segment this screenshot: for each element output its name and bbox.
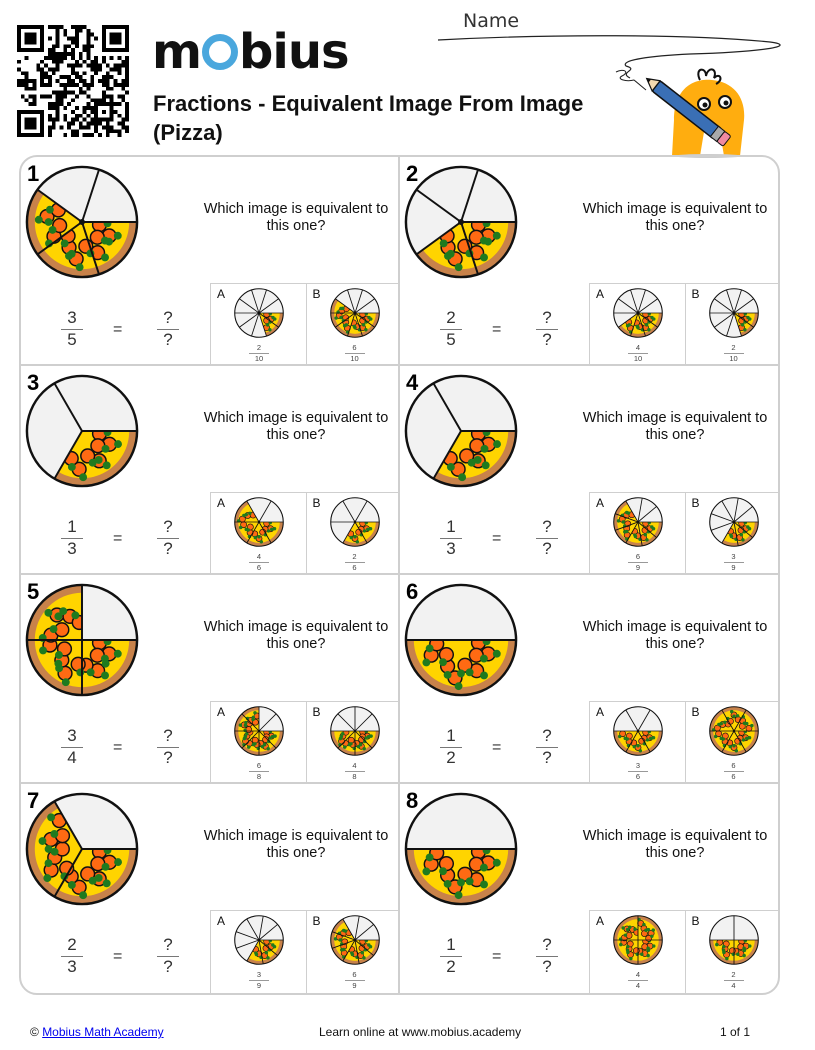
option-letter: A: [217, 287, 226, 301]
option-letter: B: [312, 705, 321, 719]
question-prompt: Which image is equivalent to this one?: [203, 410, 389, 443]
main-pizza-icon: [402, 581, 520, 699]
given-numerator: 1: [67, 517, 77, 536]
question-card-3: [21, 366, 400, 575]
question-prompt: Which image is equivalent to this one?: [203, 619, 389, 652]
option-a[interactable]: [211, 702, 306, 784]
given-denominator: 3: [67, 539, 77, 558]
answer-options: [589, 283, 779, 366]
option-pizza-icon: [233, 914, 285, 966]
option-fraction: 6 6: [724, 762, 744, 781]
answer-numerator[interactable]: ?: [163, 935, 173, 954]
question-grid: [21, 157, 778, 993]
option-pizza-icon: [612, 496, 664, 548]
option-pizza-icon: [708, 705, 760, 757]
option-fraction: 6 9: [345, 971, 365, 990]
main-pizza-icon: [23, 163, 141, 281]
given-numerator: 2: [67, 935, 77, 954]
given-numerator: 1: [446, 935, 456, 954]
option-letter: A: [596, 705, 605, 719]
option-pizza-icon: [708, 287, 760, 339]
qr-code: [17, 25, 129, 137]
option-letter: A: [596, 914, 605, 928]
option-fraction: 6 8: [249, 762, 269, 781]
answer-numerator[interactable]: ?: [163, 726, 173, 745]
option-letter: A: [217, 705, 226, 719]
option-b[interactable]: [306, 493, 401, 575]
answer-options: [589, 701, 779, 784]
option-fraction: 2 4: [724, 971, 744, 990]
option-fraction: 2 10: [249, 344, 269, 363]
option-pizza-icon: [708, 496, 760, 548]
given-denominator: 4: [67, 748, 77, 767]
option-fraction: 6 9: [628, 553, 648, 572]
question-card-2: [400, 157, 780, 366]
name-label: Name: [463, 10, 520, 32]
question-card-1: [21, 157, 400, 366]
answer-options: [210, 910, 400, 993]
question-prompt: Which image is equivalent to this one?: [582, 201, 768, 234]
question-prompt: Which image is equivalent to this one?: [203, 828, 389, 861]
option-pizza-icon: [233, 287, 285, 339]
answer-options: [210, 701, 400, 784]
answer-denominator[interactable]: ?: [163, 748, 173, 767]
option-pizza-icon: [233, 705, 285, 757]
option-a[interactable]: [211, 493, 306, 575]
answer-options: [589, 492, 779, 575]
answer-numerator[interactable]: ?: [542, 935, 552, 954]
question-number: 1: [27, 161, 40, 186]
option-a[interactable]: [590, 911, 685, 993]
answer-numerator[interactable]: ?: [542, 726, 552, 745]
equals-sign: =: [113, 739, 123, 756]
answer-fraction[interactable]: [157, 727, 179, 767]
option-letter: B: [312, 914, 321, 928]
question-number: 4: [406, 370, 419, 395]
given-denominator: 2: [446, 748, 456, 767]
option-pizza-icon: [708, 914, 760, 966]
option-pizza-icon: [329, 705, 381, 757]
mobius-logo: m bius: [152, 24, 349, 80]
equals-sign: =: [492, 321, 502, 338]
main-pizza-icon: [23, 372, 141, 490]
answer-denominator[interactable]: ?: [163, 330, 173, 349]
question-card-7: [21, 784, 400, 993]
main-pizza-icon: [402, 372, 520, 490]
option-fraction: 4 8: [345, 762, 365, 781]
option-fraction: 6 10: [345, 344, 365, 363]
question-number: 8: [406, 788, 419, 813]
option-letter: B: [691, 705, 700, 719]
option-letter: B: [691, 914, 700, 928]
answer-fraction[interactable]: [536, 309, 558, 349]
given-numerator: 1: [446, 517, 456, 536]
question-number: 5: [27, 579, 40, 604]
option-b[interactable]: [685, 284, 780, 366]
answer-fraction[interactable]: [157, 309, 179, 349]
question-prompt: Which image is equivalent to this one?: [582, 828, 768, 861]
worksheet: [19, 155, 780, 995]
question-card-8: [400, 784, 780, 993]
answer-options: [210, 492, 400, 575]
mobius-academy-link[interactable]: Mobius Math Academy: [42, 1025, 164, 1039]
option-pizza-icon: [612, 287, 664, 339]
equals-sign: =: [492, 530, 502, 547]
question-number: 6: [406, 579, 419, 604]
given-numerator: 3: [67, 726, 77, 745]
option-letter: A: [596, 287, 605, 301]
answer-numerator[interactable]: ?: [163, 517, 173, 536]
option-fraction: 3 9: [724, 553, 744, 572]
question-number: 3: [27, 370, 40, 395]
given-fraction: [61, 727, 83, 767]
main-pizza-icon: [402, 790, 520, 908]
given-fraction: [61, 936, 83, 976]
option-a[interactable]: [590, 284, 685, 366]
option-fraction: 3 6: [628, 762, 648, 781]
page-number: 1 of 1: [720, 1025, 751, 1039]
equals-sign: =: [492, 948, 502, 965]
option-letter: A: [596, 496, 605, 510]
option-letter: B: [691, 287, 700, 301]
option-pizza-icon: [612, 705, 664, 757]
option-letter: A: [217, 496, 226, 510]
question-prompt: Which image is equivalent to this one?: [203, 201, 389, 234]
option-fraction: 4 6: [249, 553, 269, 572]
option-letter: A: [217, 914, 226, 928]
given-numerator: 1: [446, 726, 456, 745]
option-fraction: 2 10: [724, 344, 744, 363]
option-b[interactable]: [306, 911, 401, 993]
main-pizza-icon: [23, 581, 141, 699]
answer-denominator[interactable]: ?: [542, 330, 552, 349]
footer-copyright: [30, 1025, 164, 1039]
question-card-5: [21, 575, 400, 784]
option-fraction: 2 6: [345, 553, 365, 572]
given-fraction: [440, 727, 462, 767]
option-pizza-icon: [233, 496, 285, 548]
mascot-with-pencil-icon: [612, 58, 747, 158]
given-denominator: 3: [446, 539, 456, 558]
question-card-6: [400, 575, 780, 784]
answer-denominator[interactable]: ?: [163, 539, 173, 558]
main-pizza-icon: [23, 790, 141, 908]
option-b[interactable]: [306, 702, 401, 784]
option-fraction: 4 10: [628, 344, 648, 363]
answer-fraction[interactable]: [157, 518, 179, 558]
option-letter: B: [691, 496, 700, 510]
option-a[interactable]: [211, 911, 306, 993]
answer-numerator[interactable]: ?: [163, 308, 173, 327]
option-pizza-icon: [329, 496, 381, 548]
question-number: 2: [406, 161, 419, 186]
logo-o-icon: [202, 34, 238, 70]
given-fraction: [440, 518, 462, 558]
given-denominator: 3: [67, 957, 77, 976]
option-b[interactable]: [685, 911, 780, 993]
copyright-symbol: ©: [30, 1025, 39, 1039]
question-prompt: Which image is equivalent to this one?: [582, 410, 768, 443]
answer-fraction[interactable]: [536, 727, 558, 767]
question-card-4: [400, 366, 780, 575]
answer-fraction[interactable]: [157, 936, 179, 976]
option-b[interactable]: [306, 284, 401, 366]
option-pizza-icon: [612, 914, 664, 966]
given-numerator: 3: [67, 308, 77, 327]
answer-fraction[interactable]: [536, 936, 558, 976]
given-fraction: [61, 518, 83, 558]
answer-numerator[interactable]: ?: [542, 517, 552, 536]
option-a[interactable]: [590, 702, 685, 784]
given-denominator: 5: [446, 330, 456, 349]
option-fraction: 4 4: [628, 971, 648, 990]
equals-sign: =: [113, 321, 123, 338]
page-title: Fractions - Equivalent Image From Image (Pizza): [153, 91, 584, 145]
option-letter: B: [312, 496, 321, 510]
given-fraction: [440, 936, 462, 976]
answer-options: [589, 910, 779, 993]
given-fraction: [440, 309, 462, 349]
option-pizza-icon: [329, 914, 381, 966]
answer-denominator[interactable]: ?: [542, 539, 552, 558]
equals-sign: =: [113, 530, 123, 547]
given-numerator: 2: [446, 308, 456, 327]
option-b[interactable]: [685, 702, 780, 784]
answer-denominator[interactable]: ?: [542, 957, 552, 976]
answer-numerator[interactable]: ?: [542, 308, 552, 327]
option-fraction: 3 9: [249, 971, 269, 990]
main-pizza-icon: [402, 163, 520, 281]
given-fraction: [61, 309, 83, 349]
equals-sign: =: [492, 739, 502, 756]
question-number: 7: [27, 788, 40, 813]
option-pizza-icon: [329, 287, 381, 339]
option-a[interactable]: [211, 284, 306, 366]
answer-denominator[interactable]: ?: [163, 957, 173, 976]
footer-learn-online: Learn online at www.mobius.academy: [319, 1025, 522, 1039]
given-denominator: 5: [67, 330, 77, 349]
option-b[interactable]: [685, 493, 780, 575]
answer-denominator[interactable]: ?: [542, 748, 552, 767]
equals-sign: =: [113, 948, 123, 965]
answer-fraction[interactable]: [536, 518, 558, 558]
question-prompt: Which image is equivalent to this one?: [582, 619, 768, 652]
answer-options: [210, 283, 400, 366]
option-letter: B: [312, 287, 321, 301]
given-denominator: 2: [446, 957, 456, 976]
option-a[interactable]: [590, 493, 685, 575]
